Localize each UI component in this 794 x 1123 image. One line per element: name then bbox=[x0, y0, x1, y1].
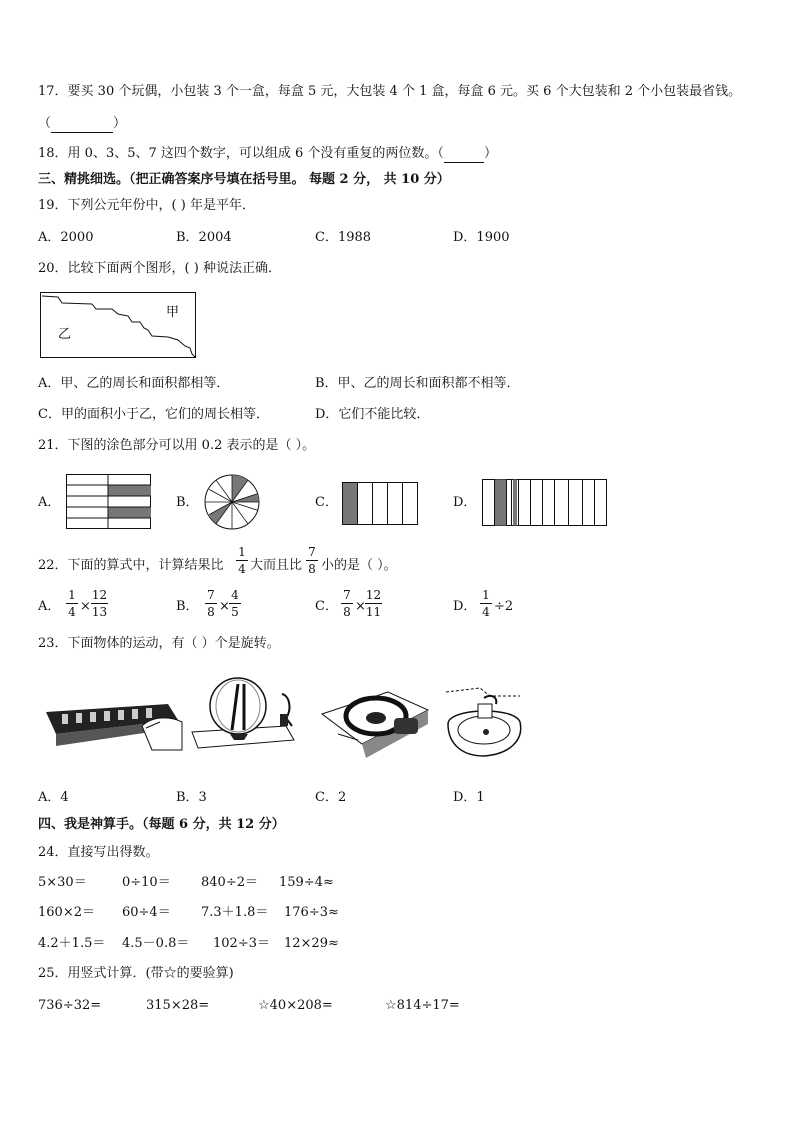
q21-figure-b bbox=[204, 474, 260, 530]
q24-r3c2: 4.5－0.8＝ bbox=[122, 936, 190, 951]
q22-b-fraction-1: 7 8 bbox=[205, 588, 217, 619]
q21-label-b[interactable]: B． bbox=[176, 495, 199, 510]
numerator: 1 bbox=[238, 545, 246, 559]
q20-option-b[interactable]: B．甲、乙的周长和面积都不相等． bbox=[315, 376, 520, 391]
paren-close: ） bbox=[483, 146, 497, 161]
q22-c-fraction-1: 7 8 bbox=[341, 588, 353, 619]
q24-text: 24．直接写出得数。 bbox=[38, 845, 159, 860]
q22-d-fraction-1: 1 4 bbox=[480, 588, 492, 619]
q24-r3c3: 102÷3＝ bbox=[213, 936, 270, 951]
q24-r2c2: 60÷4＝ bbox=[122, 905, 171, 920]
answer-blank[interactable] bbox=[444, 146, 484, 163]
q22-label-a[interactable]: A． bbox=[38, 599, 61, 614]
q25-item-2: 315×28= bbox=[146, 998, 210, 1013]
q21-text: 21．下图的涂色部分可以用 0.2 表示的是（ ）。 bbox=[38, 438, 316, 453]
abacus-image bbox=[42, 698, 182, 754]
q24-r3c1: 4.2＋1.5＝ bbox=[38, 936, 106, 951]
denominator: 8 bbox=[308, 562, 316, 576]
q23-text: 23．下面物体的运动，有（ ）个是旋转。 bbox=[38, 636, 280, 651]
q23-option-d[interactable]: D．1 bbox=[453, 790, 485, 805]
denominator: 4 bbox=[238, 562, 246, 576]
faucet-image bbox=[440, 684, 526, 762]
q19-option-d[interactable]: D．1900 bbox=[453, 230, 510, 245]
q22-label-d[interactable]: D． bbox=[453, 599, 477, 614]
q22-label-b[interactable]: B． bbox=[176, 599, 199, 614]
q24-r2c3: 7.3＋1.8＝ bbox=[201, 905, 269, 920]
label-jia: 甲 bbox=[166, 305, 180, 320]
answer-blank[interactable] bbox=[51, 116, 113, 133]
q22-text-c: 小的是（ ）。 bbox=[321, 558, 397, 573]
q24-r1c2: 0÷10＝ bbox=[122, 875, 171, 890]
q25-item-1: 736÷32= bbox=[38, 998, 102, 1013]
label-yi: 乙 bbox=[58, 327, 72, 342]
q19-option-a[interactable]: A．2000 bbox=[38, 230, 94, 245]
q21-label-a[interactable]: A． bbox=[38, 495, 61, 510]
q25-item-3: ☆40×208= bbox=[258, 998, 333, 1013]
q24-r1c4: 159÷4≈ bbox=[279, 875, 334, 890]
q21-figure-d bbox=[482, 479, 608, 527]
q19-option-c[interactable]: C．1988 bbox=[315, 230, 372, 245]
q19-text: 19．下列公元年份中，( ) 年是平年． bbox=[38, 198, 255, 213]
q17-answer bbox=[38, 116, 126, 133]
q18-text bbox=[38, 146, 497, 163]
q22-a-fraction-1: 1 4 bbox=[66, 588, 78, 619]
q19-option-b[interactable]: B．2004 bbox=[176, 230, 232, 245]
q18-body: 18．用 0、3、5、7 这四个数字，可以组成 6 个没有重复的两位数。（ bbox=[38, 146, 444, 161]
q20-option-c[interactable]: C．甲的面积小于乙，它们的周长相等． bbox=[38, 407, 269, 422]
q22-c-fraction-2: 12 11 bbox=[365, 588, 382, 619]
steering-wheel-image bbox=[318, 684, 428, 758]
q23-option-a[interactable]: A．4 bbox=[38, 790, 69, 805]
q24-r2c1: 160×2＝ bbox=[38, 905, 95, 920]
q21-label-d[interactable]: D． bbox=[453, 495, 477, 510]
q22-a-fraction-2: 12 13 bbox=[91, 588, 108, 619]
q25-item-4: ☆814÷17= bbox=[385, 998, 460, 1013]
paren-close: ） bbox=[113, 116, 127, 131]
q22-b-fraction-2: 4 5 bbox=[229, 588, 241, 619]
q23-option-c[interactable]: C．2 bbox=[315, 790, 347, 805]
q21-figure-c bbox=[342, 482, 420, 526]
q20-option-a[interactable]: A．甲、乙的周长和面积都相等． bbox=[38, 376, 230, 391]
q23-option-b[interactable]: B．3 bbox=[176, 790, 207, 805]
q24-r1c1: 5×30＝ bbox=[38, 875, 87, 890]
q20-text: 20．比较下面两个图形，( ) 种说法正确． bbox=[38, 261, 281, 276]
q22-b-operator: × bbox=[219, 599, 230, 614]
section4-title: 四、我是神算手。（每题 6 分，共 12 分） bbox=[38, 817, 285, 832]
q22-a-operator: × bbox=[80, 599, 91, 614]
q24-r3c4: 12×29≈ bbox=[284, 936, 339, 951]
globe-image bbox=[186, 674, 296, 754]
paren-open: （ bbox=[38, 116, 52, 131]
q22-text-b: 大而且比 bbox=[250, 558, 303, 573]
q22-fraction-1 bbox=[236, 545, 248, 576]
q20-figure bbox=[40, 292, 198, 360]
q22-d-operator: ÷2 bbox=[494, 599, 514, 614]
q17-text: 17．要买 30 个玩偶，小包装 3 个一盒，每盒 5 元，大包装 4 个 1 盒，每盒 6 元。买 6 个大包装和 2 个小包装最省钱。 bbox=[38, 84, 742, 99]
q22-fraction-2 bbox=[306, 545, 318, 576]
q20-option-d[interactable]: D．它们不能比较． bbox=[315, 407, 430, 422]
q25-text: 25．用竖式计算．(带☆的要验算) bbox=[38, 966, 234, 981]
q22-text-a: 22．下面的算式中，计算结果比 bbox=[38, 558, 224, 573]
q21-label-c[interactable]: C． bbox=[315, 495, 338, 510]
q22-label-c[interactable]: C． bbox=[315, 599, 338, 614]
q24-r2c4: 176÷3≈ bbox=[284, 905, 339, 920]
section3-title: 三、精挑细选。（把正确答案序号填在括号里。 每题 2 分， 共 10 分） bbox=[38, 172, 450, 187]
q21-figure-a bbox=[66, 474, 152, 530]
numerator: 7 bbox=[308, 545, 316, 559]
q22-c-operator: × bbox=[355, 599, 366, 614]
q24-r1c3: 840÷2＝ bbox=[201, 875, 258, 890]
